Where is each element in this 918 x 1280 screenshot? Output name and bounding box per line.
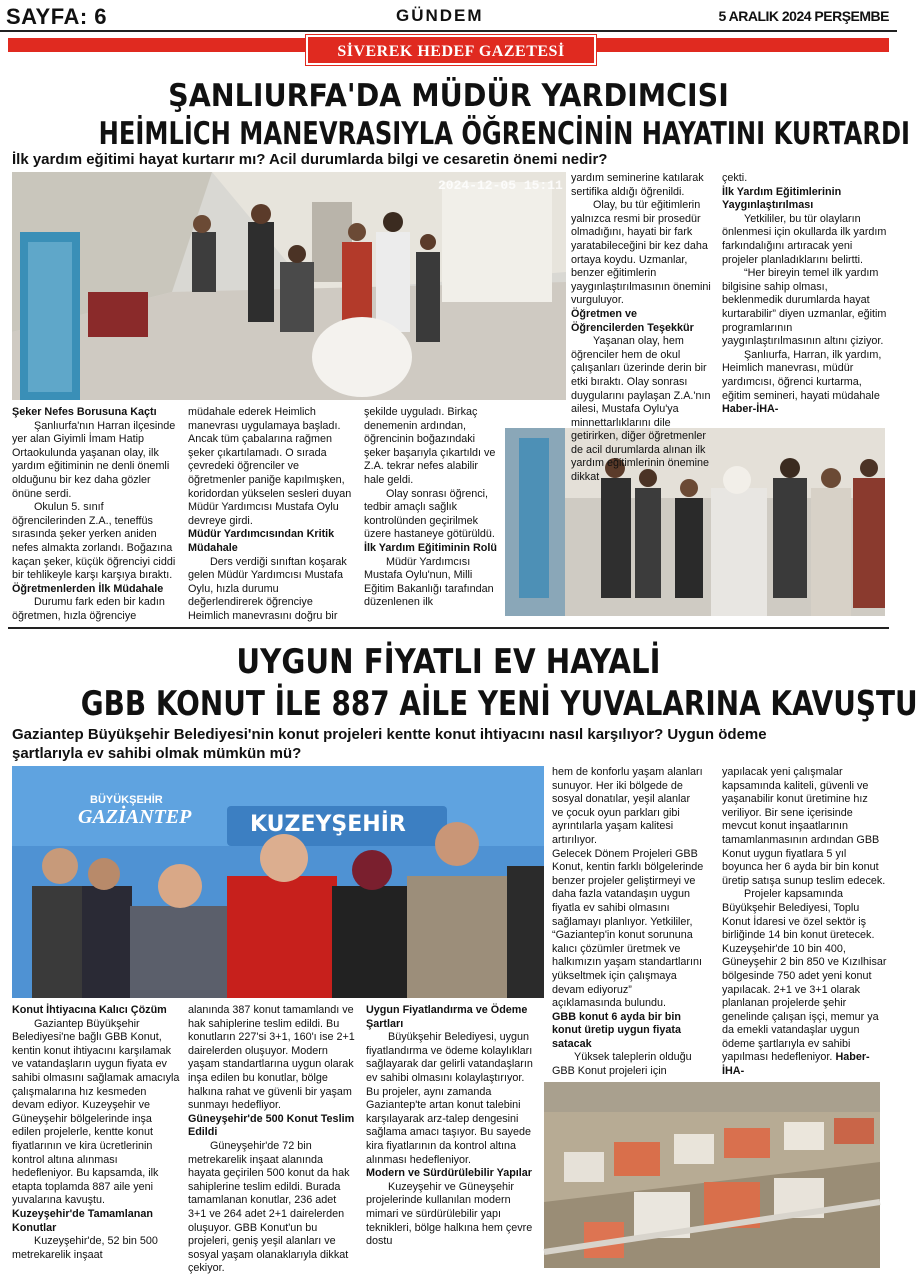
subheading: Şeker Nefes Borusuna Kaçtı — [12, 406, 157, 418]
byline: Haber-İHA- — [722, 403, 779, 416]
subheading: GBB konut 6 ayda bir bin konut üretip uygun fiyata satacak — [552, 1010, 681, 1050]
subheading: İlk Yardım Eğitiminin Rolü — [364, 541, 497, 554]
subheading: Modern ve Sürdürülebilir Yapılar — [366, 1167, 532, 1180]
subheading: Kuzeyşehir'de Tamamlanan Konutlar — [12, 1207, 153, 1234]
paragraph: alanında 387 konut tamamlandı ve hak sahiplerine teslim edildi. Bu konutların 227'si 3+1, 160'ı ise 2+1 dairelerden oluşuyor. Modern yaşam standartlarına uygun olarak inşa edilen bu konutlar, bölge halkına rahat ve güvenli bir yaşam sunmayı hedefliyor. — [188, 1004, 355, 1112]
article1-col1 — [12, 406, 180, 622]
paragraph: Olay sonrası öğrenci, tedbir amaçlı sağlık kontrolünden geçirilmek üzere hastaneye götürüldü. — [364, 487, 495, 541]
article1-col2 — [188, 406, 356, 622]
article2-headline-line2: GBB KONUT İLE 887 AİLE YENİ YUVALARINA KAVUŞTU — [80, 684, 918, 724]
article1-headline-line2: HEİMLİCH MANEVRASIYLA ÖĞRENCİNİN HAYATINI KURTARDI — [98, 116, 911, 152]
photo-timestamp: 2024-12-05 15:11 — [438, 178, 563, 193]
paragraph: Ders verdiği sınıftan koşarak gelen Müdür Yardımcısı Mustafa Oylu, hızla durumu değerlendirerek öğrenciye Heimlich manevrasını doğru bir — [188, 555, 347, 622]
paragraph: Gaziantep Büyükşehir Belediyesi'ne bağlı GBB Konut, kentin konut ihtiyacını karşılamak ve vatandaşların uygun fiyata ev sahibi olmasını sağlamak amacıyla çalışmalarına hız kesmeden devam ediyor. Kuzeyşehir ve Güneyşehir bölgelerinde inşa edilen projelerle, kentte konut fiyatlarının ve kira ücretlerinin kontrol altına alınması hedefleniyor. Bu kapsamda, ilk etapta toplamda 887 aile yeni yuvalarına kavuştu. — [12, 1017, 180, 1207]
paragraph: yapılacak yeni çalışmalar kapsamında kaliteli, güvenli ve yaşanabilir konut üretimine hız veriliyor. Bir sene içerisinde mevcut konut inşaatlarının tamamlanmasının ardından GBB Konut uygun fiyatlara 5 yıl boyunca her 6 ayda bir bin konut üretip satışa sunup teslim edecek. — [722, 766, 886, 887]
paragraph: Durumu fark eden bir kadın öğretmen, hızla öğrenciye — [12, 596, 165, 622]
article1-subhead: İlk yardım eğitimi hayat kurtarır mı? Acil durumlarda bilgi ve cesaretin önemi nedir? — [12, 151, 608, 168]
paragraph: hem de konforlu yaşam alanları sunuyor. Her iki bölgede de sosyal donatılar, yeşil alanlar ve çocuk oyun parkları gibi ayrıntılarla yaşam kalitesi artırılıyor. — [552, 766, 703, 846]
paragraph-text: Şanlıurfa, Harran, ilk yardım, Heimlich manevrası, müdür yardımcısı, öğrenci kurtarma, eğitim semineri, hayati müdahale — [722, 348, 882, 402]
article2-subhead-line1: Gaziantep Büyükşehir Belediyesi'nin konut projeleri kentte konut ihtiyacını nasıl karşılıyor? Uygun ödeme — [12, 726, 767, 743]
paragraph: Okulun 5. sınıf öğrencilerinden Z.A., teneffüs sırasında şeker yerken aniden nefes almakta zorlandı. Boğazına kaçan şeker, küçük öğrenciyi ciddi bir tehlikeyle karşı karşıya bıraktı. — [12, 501, 176, 582]
byline: Haber-İHA- — [722, 1051, 870, 1078]
subheading: Güneyşehir'de 500 Konut Teslim Edildi — [188, 1112, 355, 1139]
paragraph: Yaşanan olay, hem öğrenciler hem de okul çalışanları üzerinde derin bir etki bıraktı. Olay sonrası duygularını paylaşan Z.A.'nın ailesi, Mustafa Oylu'ya minnettarlıklarını dile getirirken, diğer öğretmenler de acil durumlarda alınan ilk yardım eğitimlerinin önemine dikkat — [571, 335, 711, 484]
article2-col2 — [188, 1004, 356, 1275]
subheading: Uygun Fiyatlandırma ve Ödeme Şartları — [366, 1004, 528, 1030]
article2-photo-ceremony — [12, 766, 544, 998]
article1-headline-line1: ŞANLIURFA'DA MÜDÜR YARDIMCISI — [168, 78, 729, 114]
paragraph: Şanlıurfa'nın Harran ilçesinde yer alan Giyimli İmam Hatip Ortaokulunda yaşanan olay, ilk yardım eğitiminin ne denli önemli olduğunu bir kez daha gözler önüne serdi. — [12, 419, 176, 500]
paragraph: Kuzeyşehir ve Güneyşehir projelerinde kullanılan modern mimari ve sürdürülebilir yapı teknikleri, bölge halkına hem çevre dostu — [366, 1180, 533, 1248]
paragraph: müdahale ederek Heimlich manevrası uygulamaya başladı. Ancak tüm çabalarına rağmen şeker çıkartılamadı. O sırada çevredeki öğrenciler ve öğretmenler paniğe kapılmışken, koridordan yükselen sesleri duyan Müdür Yardımcısı Mustafa Oylu devreye girdi. — [188, 406, 352, 527]
paragraph: Müdür Yardımcısı Mustafa Oylu'nun, Milli Eğitim Bakanlığı tarafından düzenlenen ilk — [364, 555, 494, 609]
paragraph: çekti. — [722, 172, 748, 184]
paragraph: “Her bireyin temel ilk yardım bilgisine sahip olması, beklenmedik durumlarda hayat kurtarabilir” diyen uzmanlar, eğitim programlarının yaygınlaştırılmasının altını çiziyor. — [722, 267, 887, 348]
paragraph: Güneyşehir'de 72 bin metrekarelik inşaat alanında hayata geçirilen 500 konut da hak sahiplerine teslim edildi. Burada tamamlanan konutlar, 236 adet 3+1 ve 264 adet 2+1 dairelerden oluşuyor. GBB Konut'un bu projeleri, geniş yeşil alanları ve sosyal yaşam olanaklarıyla dikkat çekiyor. — [188, 1139, 350, 1275]
photo-banner-text: BÜYÜKŞEHİR — [90, 794, 163, 806]
article1-col4 — [722, 172, 888, 422]
article2-col3-bottom — [366, 1004, 536, 1272]
article1-col3-bottom — [364, 406, 500, 622]
paragraph: Yüksek taleplerin olduğu GBB Konut projeleri için — [552, 1051, 692, 1078]
paragraph — [722, 349, 888, 417]
article2-col3-top — [552, 766, 704, 1078]
photo-banner-text: KUZEYŞEHİR — [250, 812, 406, 837]
article1-col3-top — [571, 172, 711, 484]
article2-headline-line1: UYGUN FİYATLI EV HAYALİ — [236, 642, 661, 682]
issue-date: 5 ARALIK 2024 PERŞEMBE — [718, 8, 889, 24]
paragraph: Yetkililer, bu tür olayların önlenmesi için okullarda ilk yardım farkındalığını artıracak yeni projeler planladıklarını belirtti. — [722, 212, 887, 266]
section-divider — [8, 627, 889, 629]
article2-col4 — [722, 766, 888, 1078]
newspaper-banner: SİVEREK HEDEF GAZETESİ — [306, 35, 596, 65]
section-title: GÜNDEM — [396, 6, 484, 25]
article2-col1 — [12, 1004, 180, 1272]
paragraph — [722, 888, 888, 1078]
subheading: Müdür Yardımcısından Kritik Müdahale — [188, 528, 335, 554]
article2-photo-aerial — [544, 1082, 880, 1268]
subheading: Konut İhtiyacına Kalıcı Çözüm — [12, 1004, 167, 1016]
subheading: Öğretmenlerden İlk Müdahale — [12, 582, 164, 595]
subheading: İlk Yardım Eğitimlerinin Yaygınlaştırılması — [722, 185, 842, 212]
subheading: Öğretmen ve Öğrencilerden Teşekkür — [571, 307, 694, 334]
paragraph: yardım seminerine katılarak sertifika aldığı öğrenildi. — [571, 172, 704, 198]
header-rule — [0, 30, 897, 32]
paragraph: Büyükşehir Belediyesi, uygun fiyatlandırma ve ödeme kolaylıkları sağlayarak dar gelirli vatandaşların ev sahibi olmasını kolaylaştırıyor. Bu projeler, aynı zamanda Gaziantep'te artan konut talebini karşılayarak arz-talep dengesini sağlama amacı taşıyor. Bu sayede kira fiyatlarının da kontrol altına alınması hedefleniyor. — [366, 1031, 533, 1166]
paragraph: Gelecek Dönem Projeleri GBB Konut, kentin farklı bölgelerinde benzer projeler geliştirmeyi ve daha fazla vatandaşın uygun fiyatla ev sahibi olmasını sağlamayı planlıyor. Yetkililer, “Gaziantep'in konut sorununa kalıcı çözümler üretmek ve halkımızın yaşam standartlarını yükseltmek için çalışmaya devam ediyoruz” açıklamasında bulundu. — [552, 847, 704, 1010]
article1-photo-corridor — [12, 172, 566, 400]
article2-subhead-line2: şartlarıyla ev sahibi olmak mümkün mü? — [12, 745, 302, 762]
photo-banner-text: GAZİANTEP — [78, 806, 192, 828]
page-number: SAYFA: 6 — [6, 4, 108, 29]
paragraph: şekilde uyguladı. Birkaç denemenin ardından, öğrencinin boğazındaki şeker başarıyla çıkartıldı ve Z.A. tekrar nefes alabilir hale geldi. — [364, 406, 496, 486]
paragraph: Kuzeyşehir'de, 52 bin 500 metrekarelik inşaat — [12, 1235, 158, 1261]
paragraph-text: Projeler kapsamında Büyükşehir Belediyesi, Toplu Konut İdaresi ve özel sektör iş birliğinde 14 bin konut üretecek. Kuzeyşehir'de 10 bin 400, Güneyşehir 2 bin 850 ve Kızılhisar bölgesinde 750 adet yeni konut yapılacak. 2+1 ve 3+1 olarak planlanan projelerde şehir genelinde çalışan işçi, memur ya da emekli vatandaşlar uygun ödeme şartlarıyla ev sahibi yapılması hedefleniyor. — [722, 888, 887, 1064]
paragraph: Olay, bu tür eğitimlerin yalnızca resmi bir prosedür olmadığını, hayati bir fark yaratabileceğini bir kez daha ortaya koydu. Uzmanlar, benzer eğitimlerin yaygınlaştırılmasının önemini vurguluyor. — [571, 199, 711, 307]
